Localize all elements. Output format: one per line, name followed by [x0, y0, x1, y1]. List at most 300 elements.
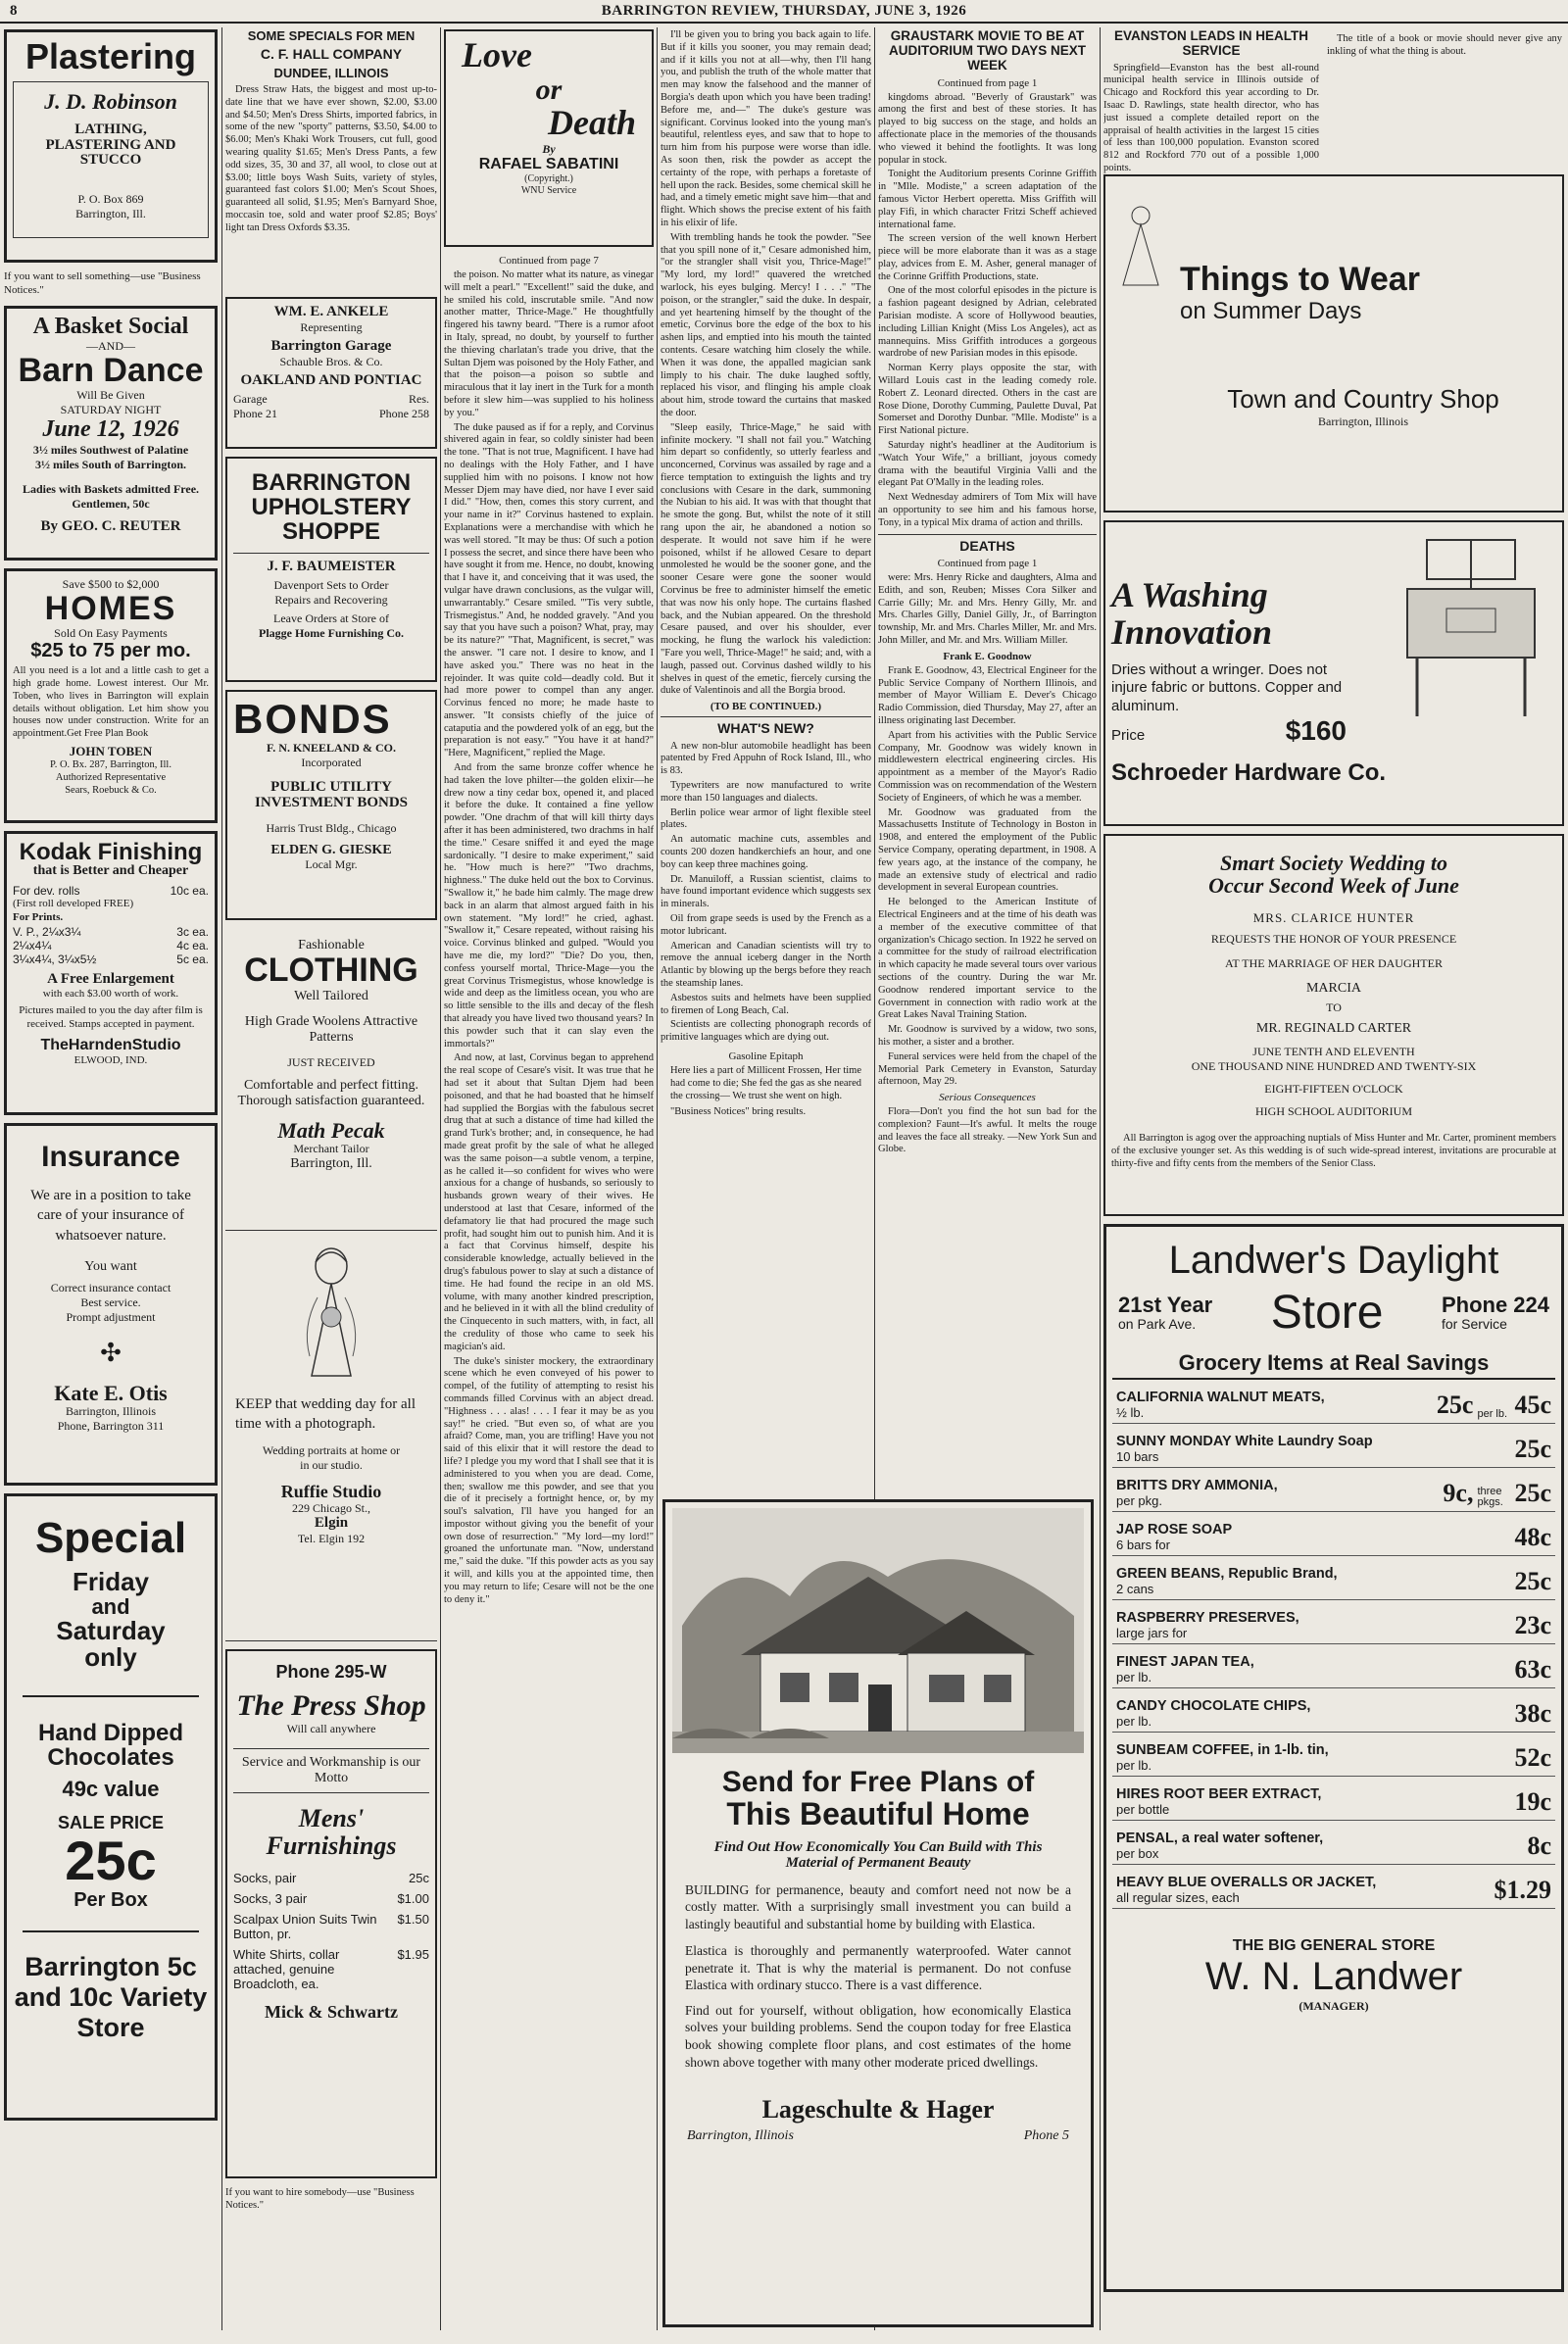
elastica-firm: Lageschulte & Hager	[761, 2095, 995, 2124]
story-p3: And from the same bronze coffer whence he had taken the love philter—the golden elixir—he drew now a tiny cedar box, opened it, and placed it before the duke. It contained a fine yellow powder. "One drachm of that will kill thirty days after it has been administered, two drachms in half the time." Cesare sniffed it and eyed the mage sardonically. "I desire to make experiment," said he. "How much is here?" "Two drachms, highness." The duke held out the box to Corvinus. "Swallow it," he bade him calmly. The mage drew back in an alarm that almost argued faith in his own statement. "My lord!" he cried, aghast. "Swallow it," Cesare repeated, without raising his voice. Corvinus blinked and gulped. "Would you have me die, my lord?" "Die? Do you, then, confess yourself mortal, Thrice-Mage—you the great Corvinus Trismegistus, whose knowledge is wide and deep as the limitless ocean, you who are so little sensible to the ills and decay of the flesh that already you have lived two thousand years? In this powder such that it can slay even the immortals?"	[444, 762, 654, 1050]
press-name: Mick & Schwartz	[265, 2002, 398, 2023]
grocery-item-title: HIRES ROOT BEER EXTRACT,	[1116, 1785, 1322, 1802]
deaths-p5: He belonged to the American Institute of Electrical Engineers and at the time of his death was a member of the executive committee of that organization's Chicago section. In 1922 he served on a committee for the study of railroad electrification in which capacity he made several tours over various sections of the country. During the war Mr. Goodnow rendered important service to the Government in connection with radio work at the Great Lakes Naval Training Station.	[878, 897, 1097, 1021]
grocery-item-prices	[1527, 1831, 1551, 1861]
deaths-sub: Frank E. Goodnow	[943, 650, 1032, 662]
insurance-title: Insurance	[41, 1140, 180, 1173]
plastering-name: J. D. Robinson	[44, 88, 177, 114]
whats-new-p8: Asbestos suits and helmets have been supplied to firemen of Long Beach, Cal.	[661, 992, 871, 1016]
grocery-item	[1112, 1644, 1555, 1688]
homes-save: Save $500 to $2,000	[62, 576, 160, 591]
ankele-phones	[233, 407, 429, 421]
wedding-body: All Barrington is agog over the approaching nuptials of Miss Hunter and Mr. Carter, prominent members of the exclusive younger set. As this wedding is of such wide-spread interest, invitations are procurable at thirty-five and fifty cents from the members of the Senior Class.	[1111, 1133, 1556, 1169]
kodak-p1-label: V. P., 2¼x3¼	[13, 924, 81, 939]
ankele-res: Res.	[409, 392, 429, 407]
bonds-l2: Incorporated	[301, 756, 362, 770]
ad-clothing	[225, 928, 437, 1222]
ankele-name: WM. E. ANKELE	[273, 304, 389, 319]
story-title-2: or	[535, 73, 563, 106]
kodak-dev	[13, 884, 209, 898]
deaths-p2: Frank E. Goodnow, 43, Electrical Engineer for the Public Service Company of Northern Illinois, and member of Mayor William E. Dever's Chicago Radio Commission, died Thursday, May 27, after an illness originating last December.	[878, 664, 1097, 726]
grocery-item-prices	[1514, 1435, 1551, 1464]
elastica-h2: This Beautiful Home	[726, 1795, 1030, 1831]
whats-new-p6: Oil from grape seeds is used by the French as a motor lubricant.	[661, 912, 871, 937]
things-l2: on Summer Days	[1180, 297, 1362, 324]
deaths-p1: were: Mrs. Henry Ricke and daughters, Alma and Edith, and son, Reuben; Misses Cora Silker and Carrie Gilly; Mr. and Mrs. Henry Gilly, Mr. and Mrs. Charles Gilly, Daniel Gilly, Jr., of Barrington township, Mr. and Mrs. Charles Miller, Mr. and Mrs. John Miller, and Mr. and Mrs. William Miller.	[878, 572, 1097, 646]
special-l1: Friday	[72, 1566, 150, 1596]
grocery-item-title: RASPBERRY PRESERVES,	[1116, 1609, 1299, 1626]
bonds-title: BONDS	[233, 696, 392, 742]
grocery-item-prices	[1514, 1655, 1551, 1685]
column-4	[661, 29, 871, 1499]
homes-co: Sears, Roebuck & Co.	[65, 784, 157, 796]
ad-washing	[1103, 520, 1564, 826]
upholstery-l5: Repairs and Recovering	[274, 593, 388, 608]
hall-h2: C. F. HALL COMPANY	[260, 46, 403, 63]
whats-new-p4: An automatic machine cuts, assembles and counts 200 dozen handkerchiefs an hour, and one boy can keep three machines going.	[661, 834, 871, 870]
column-rule	[1100, 27, 1101, 2330]
kodak-dev-price: 10c ea.	[170, 884, 209, 899]
press-item	[233, 1947, 429, 1991]
grocery-item-price: 48c	[1514, 1523, 1551, 1552]
special-l8: Per Box	[74, 1888, 148, 1911]
grocery-item-name	[1116, 1787, 1321, 1817]
deaths-p7: Funeral services were held from the chapel of the Memorial Park Cemetery in Evanston, Saturday afternoon, May 29.	[878, 1050, 1097, 1088]
story-by: By	[542, 142, 556, 157]
special-store: Barrington 5c and 10c Variety Store	[14, 1951, 208, 2042]
upholstery-l6: Leave Orders at Store of	[273, 611, 389, 626]
clothing-l6: Merchant Tailor	[293, 1141, 369, 1155]
grocery-item-price: 25c	[1514, 1567, 1551, 1596]
grocery-item-sub: 6 bars for	[1116, 1537, 1170, 1552]
insurance-name: Kate E. Otis	[54, 1380, 168, 1405]
ad-press-shop	[225, 1649, 437, 2178]
grocery-item	[1112, 1380, 1555, 1424]
ankele-phones-labels	[233, 392, 429, 407]
elastica-p2: Elastica is thoroughly and permanently waterproofed. Water cannot penetrate it. That is why the material is permanent. Do not confuse Elastica with ordinary stucco. There is a vast difference.	[685, 1943, 1071, 1993]
grocery-item	[1112, 1468, 1555, 1512]
barn-date: June 12, 1926	[42, 416, 179, 443]
landwer-footer2: W. N. Landwer	[1204, 1954, 1463, 1998]
kodak-p1	[13, 925, 209, 939]
ad-homes	[4, 568, 218, 823]
landwer-right	[1442, 1294, 1549, 1332]
kodak-town: ELWOOD, IND.	[74, 1053, 148, 1066]
ruffie-name: Ruffie Studio	[280, 1482, 382, 1501]
barn-line-3: Barn Dance	[18, 351, 204, 389]
wedding-l1: Smart Society Wedding to	[1219, 851, 1448, 875]
grocery-item-title: JAP ROSE SOAP	[1116, 1521, 1233, 1538]
bonds-l3: PUBLIC UTILITY INVESTMENT BONDS	[254, 779, 408, 810]
things-head	[1111, 202, 1556, 325]
grocery-item-price: 25c	[1436, 1391, 1474, 1420]
ad-hall	[225, 29, 437, 289]
landwer-footer1: THE BIG GENERAL STORE	[1232, 1937, 1436, 1955]
grocery-item-name	[1116, 1831, 1323, 1861]
elastica-footer	[687, 2128, 1069, 2144]
whats-new-p5: Dr. Manuiloff, a Russian scientist, claims to have found important evidence which suggests sex in minerals.	[661, 873, 871, 910]
deaths-head: DEATHS	[878, 534, 1097, 554]
grocery-item	[1112, 1865, 1555, 1909]
grocery-item-price: 9c,	[1443, 1479, 1474, 1508]
press-item	[233, 1912, 429, 1941]
grocery-item-sub: per lb.	[1116, 1757, 1152, 1773]
kodak-dev-label: For dev. rolls	[13, 884, 80, 899]
special-l6: 49c value	[62, 1777, 160, 1802]
ad-elastica	[662, 1499, 1094, 2327]
washing-price: $160	[1285, 714, 1347, 746]
barn-line-4: Will Be Given	[76, 388, 145, 403]
ankele-garage: Garage	[233, 392, 268, 407]
epitaph-head: Gasoline Epitaph	[728, 1050, 804, 1062]
homes-name: JOHN TOBEN	[69, 743, 153, 758]
homes-body: All you need is a lot and a little cash to get a high grade home. Lowest interest. Our Mr. Toben, who lives in Barrington will explain details without obligation. Let him show you houses now under construction. Write for an appointment.Get Free Plan Book	[13, 665, 209, 740]
ankele-l2: Barrington Garage	[270, 337, 392, 354]
ruffie-addr: 229 Chicago St.,	[292, 1500, 370, 1515]
whats-new-p9: Scientists are collecting phonograph records of primitive languages which are dying out.	[661, 1019, 871, 1044]
kodak-p3-price: 5c ea.	[176, 952, 209, 966]
wedding-r5: EIGHT-FIFTEEN O'CLOCK	[1264, 1082, 1403, 1097]
grocery-item-price: 8c	[1527, 1831, 1551, 1861]
wedding-r3: JUNE TENTH AND ELEVENTH	[1252, 1045, 1415, 1059]
serious-body: Flora—Don't you find the hot sun bad for the complexion? Faunt—It's awful. It melts the rouge and leaves the face all streaky. —New York Sun and Globe.	[878, 1106, 1097, 1155]
evanston-head: EVANSTON LEADS IN HEALTH SERVICE	[1113, 29, 1308, 58]
column-2	[225, 29, 437, 2212]
grocery-item-sub: large jars for	[1116, 1625, 1188, 1640]
special-l5: Hand Dipped Chocolates	[38, 1719, 183, 1771]
bonds-l1: F. N. KNEELAND & CO.	[267, 741, 396, 756]
things-l3: Town and Country Shop	[1227, 383, 1499, 414]
press-title: The Press Shop	[236, 1688, 426, 1722]
grocery-item-name	[1116, 1743, 1329, 1773]
kodak-prints: For Prints.	[13, 911, 64, 924]
grocery-item-sub: 2 cans	[1116, 1581, 1154, 1596]
page-number: 8	[10, 3, 18, 19]
wedding-r2: AT THE MARRIAGE OF HER DAUGHTER	[1225, 956, 1443, 971]
washing-l2: Innovation	[1111, 611, 1273, 652]
masthead-rule	[0, 22, 1568, 24]
ad-plastering	[4, 29, 218, 263]
house-illustration-icon	[671, 1508, 1085, 1753]
kodak-studio: TheHarndenStudio	[40, 1036, 181, 1053]
grocery-item-sub: ½ lb.	[1116, 1404, 1145, 1420]
ad-landwer	[1103, 1224, 1564, 2292]
ad-insurance	[4, 1123, 218, 1486]
insurance-want: You want	[84, 1258, 137, 1274]
washing-price-label: Price	[1111, 726, 1146, 744]
barn-line-5: SATURDAY NIGHT	[60, 403, 162, 417]
column-5	[878, 29, 1097, 1499]
kodak-p2	[13, 939, 209, 952]
elastica-p1: BUILDING for permanence, beauty and comfort need not now be a costly matter. With a surprisingly small investment you can build a lastingly beautiful and substantial home by building with Elastica.	[685, 1881, 1071, 1931]
press-item-label: Socks, pair	[233, 1871, 297, 1886]
grocery-item-title: SUNNY MONDAY White Laundry Soap	[1116, 1433, 1373, 1449]
whats-new-head: WHAT'S NEW?	[661, 716, 871, 736]
insurance-town: Barrington, Illinois	[66, 1403, 156, 1418]
homes-price: $25 to 75 per mo.	[30, 640, 191, 662]
landwer-footer3: (MANAGER)	[1298, 1998, 1369, 2013]
press-item-label: White Shirts, collar attached, genuine Broadcloth, ea.	[233, 1947, 340, 1992]
masthead-title: BARRINGTON REVIEW, THURSDAY, JUNE 3, 1926	[601, 3, 967, 19]
wedding-r4: ONE THOUSAND NINE HUNDRED AND TWENTY-SIX	[1191, 1059, 1477, 1074]
special-rule	[23, 1930, 199, 1932]
grocery-item-price: 63c	[1514, 1655, 1551, 1685]
homes-addr: P. O. Bx. 287, Barrington, Ill.	[50, 758, 172, 770]
ad-special	[4, 1493, 218, 2121]
graustark-p4: One of the most colorful episodes in the picture is a fashion pageant designed by Adrian, celebrated Parisian modiste. A score of Hollywood beauties, including Lillian Knight (Miss Los Angeles), act as mannequins. Miss Griffith introduces a gorgeous wardrobe of new Parisian modes in this episode.	[878, 285, 1097, 360]
special-l4: only	[84, 1642, 137, 1673]
ad-kodak	[4, 831, 218, 1115]
press-title2: Mens' Furnishings	[266, 1803, 397, 1861]
ankele-ph2: Phone 258	[379, 407, 429, 421]
graustark-p7: Next Wednesday admirers of Tom Mix will have an opportunity to see him and his famous horse, Tony, in a typical Mix drama of action and thrills.	[878, 492, 1097, 528]
insurance-body: We are in a position to take care of your insurance of whatsoever nature.	[30, 1188, 191, 1244]
landwer-left	[1118, 1294, 1212, 1332]
press-item-price: $1.00	[397, 1891, 429, 1907]
hall-h1: SOME SPECIALS FOR MEN	[247, 29, 416, 43]
story-p6: I'll be given you to bring you back again to life. But if it kills you sooner, you may remain dead; and if it kills you not at all—why, then I'll hang you, and publish the truth of the whole matter that men may know the falsehood and the manner of Borgia's death upon which you have been trading! Before me, and—" The duke's gesture was significant. Corvinus looked into the young man's beautiful, relentless eyes, and saw that to hope to turn him from his purpose were worse than idle. As soon then, risk the powder as accept the certainty of the rope, with perhaps a foretaste of hell upon the rack. Besides, some chemical skill he had, and a timely emetic might save him—that and flight. Which shows the precise extent of his faith in his elixir of life.	[661, 29, 871, 228]
grocery-items	[1112, 1380, 1555, 1909]
kodak-enl2: with each $3.00 worth of work.	[42, 987, 179, 1000]
press-items	[233, 1871, 429, 1991]
barn-by: By GEO. C. REUTER	[40, 517, 181, 534]
column-rule	[657, 27, 658, 2330]
upholstery-l3: SHOPPE	[281, 518, 381, 546]
bonds-l5: Local Mgr.	[305, 857, 358, 872]
grocery-item-unit: three pkgs.	[1477, 1486, 1503, 1509]
grocery-item-prices	[1514, 1567, 1551, 1596]
grocery-item-price-2: 25c	[1514, 1479, 1551, 1508]
story-title-1: Love	[462, 35, 532, 74]
grocery-item-price: 38c	[1514, 1699, 1551, 1729]
deaths-p4: Mr. Goodnow was graduated from the Massachusetts Institute of Technology in Boston in 1908, and entered the employment of the Public Service Company, operating department, in 1908. A few years ago, at the instance of the company, he made an extensive study of electrical and radio development in several European countries.	[878, 806, 1097, 894]
clothing-title: CLOTHING	[244, 952, 418, 989]
special-l7: SALE PRICE	[57, 1813, 165, 1833]
press-item-price: $1.95	[397, 1947, 429, 1963]
story-cont: Continued from page 7	[499, 255, 599, 267]
grocery-item-sub: per lb.	[1116, 1713, 1152, 1729]
grocery-item-prices	[1514, 1787, 1551, 1817]
landwer-l1: 21st Year	[1118, 1292, 1213, 1317]
clothing-l4: JUST RECEIVED	[287, 1054, 375, 1069]
grocery-item-sub: per pkg.	[1116, 1492, 1162, 1508]
press-phone: Phone 295-W	[275, 1662, 387, 1682]
wedding-r1: REQUESTS THE HONOR OF YOUR PRESENCE	[1210, 932, 1457, 947]
evanston-block	[1103, 29, 1564, 174]
barn-line-7: 3½ miles South of Barrington.	[34, 457, 186, 471]
evanston-p1: Springfield—Evanston has the best all-round municipal health service in Illinois outside of Chicago and Rockford this year according to Dr. Isaac D. Rawlings, state health director, who has just issued a complete detailed report on the appraisal of health activities in the largest 15 cities of less than 100,000 population. Evanston scored 812 and Rockford 770 out of a possible 1,000 points.	[1103, 62, 1319, 174]
story-author: RAFAEL SABATINI	[478, 156, 619, 173]
grocery-item-price: 25c	[1514, 1435, 1551, 1464]
grocery-item-sub: 10 bars	[1116, 1448, 1159, 1464]
barn-line-2: —AND—	[86, 338, 135, 353]
ad-barn-dance	[4, 306, 218, 561]
washer-illustration-icon	[1388, 530, 1554, 726]
grocery-item-title: CANDY CHOCOLATE CHIPS,	[1116, 1697, 1311, 1714]
insurance-w3: Prompt adjustment	[66, 1309, 156, 1324]
grocery-item	[1112, 1733, 1555, 1777]
barn-line-6: 3½ miles Southwest of Palatine	[32, 442, 189, 457]
graustark-p6: Saturday night's headliner at the Auditorium is "Watch Your Wife," a brilliant, joyous comedy drama with the beautiful Virginia Valli and the elegant Pat O'Mally in the leading roles.	[878, 440, 1097, 489]
press-l1: Will call anywhere	[286, 1721, 376, 1735]
landwer-title: Landwer's Daylight	[1168, 1239, 1499, 1282]
grocery-item-name	[1116, 1611, 1299, 1640]
things-town: Barrington, Illinois	[1318, 414, 1408, 428]
clothing-l2: Well Tailored	[294, 988, 368, 1003]
story-p4: And now, at last, Corvinus began to apprehend the real scope of Cesare's visit. It was true that he had set it about that Sultan Djem had been poisoned, and that he had boasted that he himself had supplied the Borgias with the fabulous secret drug that at such a distance of time had killed the grand Turk's brother; and, in consequence, he had made great profit by the sale of what he alleged was the same poison—a subtle venom, a terpine, as he called it—so confident for wives who were anxious for a change of husbands, so seriously to husbands grown weary of their wives. He understood at last that Cesare, informed of the defamatory lie that had procured the mage such profit, had sought him out to punish him. And it is a fact that Corvinus himself, despite his considerable knowledge, actually believed in the drug's fabulous power to slay at such a distance of time. He had found the recipe in an old MS. volume, with many another kindred prescription, and he believed in it with all the blind credulity of the Cinquecento in such matters, with, in fact, all the credulity of those who came to seek his magician's aid.	[444, 1052, 654, 1352]
evanston-p2: The title of a book or movie should never give any inkling of what the thing is about.	[1327, 33, 1562, 57]
grocery-item	[1112, 1821, 1555, 1865]
grocery-item-prices	[1514, 1523, 1551, 1552]
deaths-cont: Continued from page 1	[937, 558, 1038, 570]
graustark-cont: Continued from page 1	[937, 76, 1038, 89]
press-item-price: $1.50	[397, 1912, 429, 1928]
grocery-item-name	[1116, 1391, 1325, 1420]
clothing-l1: Fashionable	[298, 938, 365, 952]
elastica-h1: Send for Free Plans of	[721, 1766, 1035, 1798]
upholstery-l2: UPHOLSTERY	[251, 494, 412, 521]
grocery-item-title: PENSAL, a real water softener,	[1116, 1830, 1324, 1846]
grocery-item-unit: per lb.	[1477, 1408, 1508, 1421]
business-notices: "Business Notices" bring results.	[670, 1106, 807, 1118]
elastica-p3: Find out for yourself, without obligation, how economically Elastica solves your building problems. Send the coupon today for free Elastica book showing complete floor plans, and cost estimates of the home shown above together with many other moderate priced dwellings.	[685, 2002, 1071, 2070]
grocery-item-name	[1116, 1523, 1232, 1552]
kodak-first: (First roll developed FREE)	[13, 898, 134, 910]
barn-line-1: A Basket Social	[32, 313, 189, 339]
kodak-p3-label: 3¼x4¼, 3¼x5½	[13, 952, 97, 966]
grocery-item	[1112, 1556, 1555, 1600]
grocery-item-price: 23c	[1514, 1611, 1551, 1640]
kodak-title: Kodak Finishing	[19, 838, 203, 865]
grocery-item-sub: all regular sizes, each	[1116, 1889, 1240, 1905]
deaths-p3: Apart from his activities with the Public Service Company, Mr. Goodnow was widely known in middlewestern electrical engineering circles. His appointment as a member of the Mayor's Radio Commission was on recommendation of the Western Society of Engineers, of which he was a member.	[878, 729, 1097, 804]
things-text	[1170, 263, 1556, 325]
fleuron-icon: ✣	[100, 1338, 122, 1367]
grocery-item-title: CALIFORNIA WALNUT MEATS,	[1116, 1389, 1325, 1405]
ankele-ph1: Phone 21	[233, 407, 277, 421]
epitaph: Here lies a part of Millicent Frossen, Her time had come to die; She fed the gas as she neared the crossing— We trust she went on high.	[670, 1064, 861, 1101]
washing-body: Dries without a wringer. Does not injure fabric or buttons. Copper and aluminum.	[1111, 660, 1343, 715]
story-tbc: (TO BE CONTINUED.)	[710, 701, 822, 713]
grocery-item	[1112, 1777, 1555, 1821]
column-3	[444, 29, 654, 1608]
story-p8: "Sleep easily, Thrice-Mage," he said with infinite mockery. "I shall not fail you." Watching him depart so confidently, so utterly fearless and unconcerned, Corvinus was assailed by rage and a fierce temptation to extinguish the lights and try conclusions with Cesare in the dark, summoning the Nubian to his aid. It was with that thought that he smote the gong. But, whilst the note of it still rang upon the air, he abandoned a notion so desperate. It would not save him if he were poisoned, whilst if he allowed Cesare to depart unmolested he would be the sooner gone, and the sooner Cesare were gone the sooner would Corvinus be free to administer himself the emetic that was now his only hope. The curtains flashed back, and the Nubian appeared. On the threshold Cesare paused, and over his shoulder, ever mocking, he flung the warlock his valediction: "Fare you well, Thrice-Mage!" he said; and, with a laugh, passed out. Corvinus dashed wildly to his shelves in quest of the emetic, fiercely cursing the duke of Valentinois and all the Borgia brood.	[661, 421, 871, 697]
grocery-item-sub: per lb.	[1116, 1669, 1152, 1685]
plastering-town: Barrington, Ill.	[75, 207, 146, 221]
press-l2: Service and Workmanship is our Motto	[233, 1748, 429, 1793]
kodak-p2-price: 4c ea.	[176, 938, 209, 952]
homes-rep: Authorized Representative	[55, 771, 167, 783]
grocery-item-prices	[1514, 1611, 1551, 1640]
ruffie-l2: Wedding portraits at home or in our studio.	[262, 1443, 401, 1472]
grocery-item-prices	[1443, 1479, 1551, 1508]
evanston-left	[1103, 29, 1319, 174]
grocery-item-name	[1116, 1435, 1373, 1464]
wedding-bride: MARCIA	[1305, 981, 1361, 997]
wedding-l2: Occur Second Week of June	[1208, 873, 1459, 899]
grocery-item-title: SUNBEAM COFFEE, in 1-lb. tin,	[1116, 1741, 1329, 1758]
elastica-h3: Find Out How Economically You Can Build with This Material of Permanent Beauty	[713, 1839, 1043, 1871]
ad-things-to-wear	[1103, 174, 1564, 513]
elastica-town: Barrington, Illinois	[687, 2128, 794, 2144]
landwer-l2: on Park Ave.	[1118, 1316, 1197, 1333]
press-item-label: Scalpax Union Suits Twin Button, pr.	[233, 1912, 377, 1942]
grocery-item-price: 19c	[1514, 1787, 1551, 1817]
story-title-3: Death	[548, 103, 636, 143]
deaths-p6: Mr. Goodnow is survived by a widow, two sons, his mother, a sister and a brother.	[878, 1024, 1097, 1048]
homes-line-1: Sold On Easy Payments	[54, 626, 168, 641]
kodak-p2-label: 2¼x4¼	[13, 938, 52, 952]
column-rule	[440, 27, 441, 2330]
column-6	[1103, 29, 1564, 2300]
press-item	[233, 1891, 429, 1906]
washing-store: Schroeder Hardware Co.	[1111, 759, 1387, 787]
special-rule	[23, 1695, 199, 1697]
grocery-item-title: BRITTS DRY AMMONIA,	[1116, 1477, 1278, 1493]
story-service: WNU Service	[520, 185, 577, 197]
graustark-head: GRAUSTARK MOVIE TO BE AT AUDITORIUM TWO DAYS NEXT WEEK	[888, 29, 1086, 73]
clothing-town: Barrington, Ill.	[290, 1155, 372, 1171]
grocery-item-name	[1116, 1567, 1338, 1596]
dress-illustration-icon	[1111, 202, 1170, 290]
ad-ruffie	[225, 1230, 437, 1641]
grocery-item	[1112, 1512, 1555, 1556]
grocery-item-sub: per box	[1116, 1845, 1159, 1861]
landwer-phone: Phone 224	[1441, 1292, 1549, 1317]
graustark-p3: The screen version of the well known Herbert piece will be more elaborate than it was as a stage play, advices from E. M. Asher, general manager of the Corinne Griffith Productions, state.	[878, 233, 1097, 282]
plastering-title: Plastering	[24, 36, 197, 76]
clothing-name: Math Pecak	[277, 1117, 385, 1143]
insurance-w2: Best service.	[80, 1294, 141, 1309]
press-item-price: 25c	[409, 1871, 429, 1886]
hall-body: Dress Straw Hats, the biggest and most up-to-date line that we have ever shown, $2.00, $3.00 and $4.50; Men's Dress Shirts, imported fabrics, in some of the new "sporty" patterns, $3.50, $4.00 to $6.00; Men's Khaki Work Trousers, cut full, good wearing quality $1.65; Men's Dress Pants, a few odd sizes, 35, 30 and 37, all wool, to close out at $3.00; little boys Wash Suits, variety of styles, guaranteed fast colors $1.00; Men's Scout Shoes, guaranteed all solid, $1.95; Men's Barnyard Shoe, moccasin toe, sold and water proof $2.85; Boys' light tan Dress Oxfords $3.35.	[225, 83, 437, 233]
grocery-item-prices	[1437, 1391, 1551, 1420]
landwer-l3: for Service	[1441, 1316, 1507, 1333]
graustark-p5: Norman Kerry plays opposite the star, with Willard Louis cast in the leading comedy role. Robert Z. Leonard directed. Others in the cast are Rose Dione, Dorothy Cumming, Paulette Duval, Pat Somerset and Dorothy Dunbar. "Mlle. Modiste" is a First National picture.	[878, 363, 1097, 437]
column-1	[4, 29, 218, 2128]
whats-new-p2: Typewriters are now manufactured to write more than 150 languages and dialects.	[661, 780, 871, 804]
insurance-phone: Phone, Barrington 311	[57, 1418, 165, 1433]
bride-illustration-icon	[282, 1239, 380, 1386]
wedding-r6: HIGH SCHOOL AUDITORIUM	[1254, 1104, 1412, 1119]
hall-h3: DUNDEE, ILLINOIS	[273, 65, 389, 80]
column-rule	[221, 27, 222, 2330]
whats-new-p1: A new non-blur automobile headlight has been patented by Fred Appuhn of Rock Island, Ill., who is 83.	[661, 740, 871, 777]
clothing-l5: Comfortable and perfect fitting. Thorough satisfaction guaranteed.	[237, 1077, 425, 1108]
grocery-item-name	[1116, 1876, 1376, 1905]
homes-title: HOMES	[44, 589, 177, 627]
kodak-enl: A Free Enlargement	[47, 970, 174, 987]
upholstery-l4: Davenport Sets to Order	[273, 578, 389, 593]
plastering-card	[13, 81, 209, 238]
grocery-item	[1112, 1424, 1555, 1468]
insurance-w1: Correct insurance contact	[50, 1280, 172, 1294]
special-price: 25c	[65, 1830, 157, 1892]
ad-ankele	[225, 297, 437, 449]
ankele-l1: Representing	[300, 319, 363, 334]
landwer-subhead	[1112, 1286, 1555, 1340]
grocery-item-price: $1.29	[1494, 1876, 1551, 1905]
story-copyright: (Copyright.)	[524, 172, 573, 184]
bonds-name: ELDEN G. GIESKE	[270, 842, 392, 857]
story-p1: the poison. No matter what its nature, as vinegar will melt a pearl." "Excellent!" said the duke, and he smiled his cold, inscrutable smile. "And now another matter, Thrice-Mage." He thoughtfully fingered his tawny beard. "There is a rumor afoot in Italy, spread, no doubt, by yourself to further the thieving charlatan's trade you drive, that the Sultan Djem was poisoned by the Holy Father, and that the poison—a poison so subtle and miraculous that it lay inert in the Turk for a month before it slew him—was supplied to his holiness by you."	[444, 269, 654, 418]
bonds-l4: Harris Trust Bldg., Chicago	[266, 820, 397, 835]
plastering-trade: LATHING, PLASTERING AND STUCCO	[45, 121, 176, 169]
special-l2: and	[91, 1593, 130, 1619]
graustark-p2: Tonight the Auditorium presents Corinne Griffith in "Mlle. Modiste," a screen adaptation of the famous Victor Herbert operetta. Miss Griffith will play Fifi, in which character Fritzi Scheff achieved international fame.	[878, 169, 1097, 230]
graustark-p1: kingdoms abroad. "Beverly of Graustark" was among the first and best of these stories. It has played to big success on the stage, and holds an affectionate place in the memories of the thousands who viewed it behind the footlights. It was long popular in stock.	[878, 91, 1097, 166]
upholstery-l1: BARRINGTON	[251, 469, 412, 496]
